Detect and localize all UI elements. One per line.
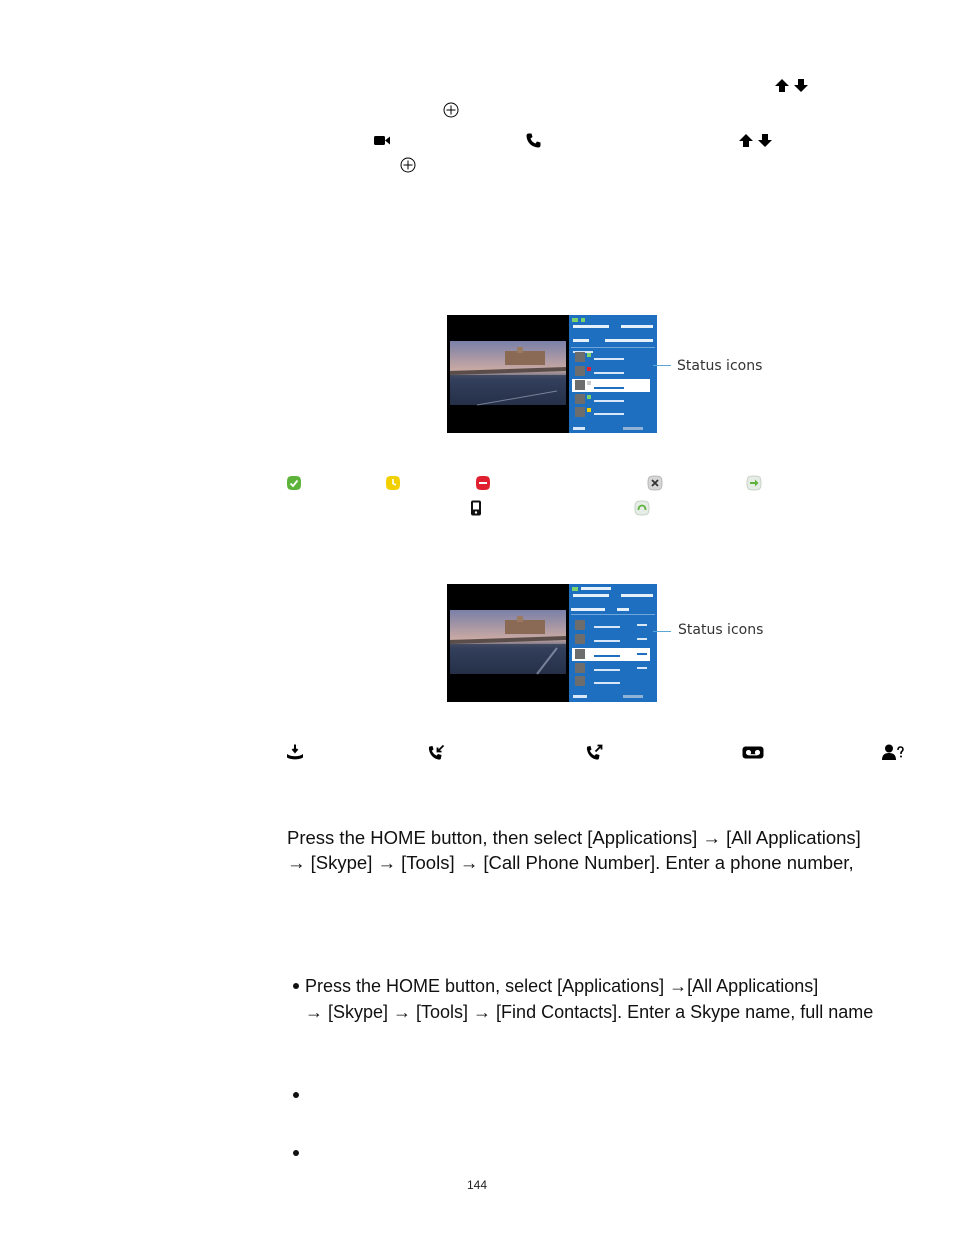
- skype-screenshot-history: [447, 584, 657, 702]
- up-down-arrows-icon: [739, 133, 772, 148]
- call-in-progress-icon: [286, 744, 304, 760]
- call-phone-line-2: → [Skype] → [Tools] → [Call Phone Number]. Enter a phone number,: [287, 852, 854, 873]
- away-status-icon: [385, 475, 401, 491]
- callout-line: [653, 365, 671, 366]
- video-call-icon: [374, 135, 390, 146]
- offline-status-icon: [647, 475, 663, 491]
- call-forwarding-status-icon: [746, 475, 762, 491]
- status-icons-callout: Status icons: [677, 358, 763, 374]
- skype-screenshot-contacts: [447, 315, 657, 433]
- enter-button-icon: [400, 157, 416, 173]
- find-contacts-line-2: → [Skype] → [Tools] → [Find Contacts]. Enter a Skype name, full name: [305, 1002, 874, 1022]
- contact-request-icon: [882, 744, 906, 760]
- incoming-call-icon: [428, 744, 445, 761]
- bullet: [293, 1092, 299, 1098]
- call-phone-line-1: Press the HOME button, then select [Applications] → [All Applications]: [287, 827, 861, 848]
- online-status-icon: [286, 475, 302, 491]
- status-icons-callout: Status icons: [678, 622, 764, 638]
- bullet: [293, 983, 299, 989]
- callout-line: [653, 631, 671, 632]
- find-contacts-line-1: Press the HOME button, select [Applications] →[All Applications]: [305, 976, 819, 996]
- up-down-arrows-icon: [775, 78, 808, 93]
- page-number: 144: [467, 1178, 488, 1192]
- do-not-disturb-status-icon: [475, 475, 491, 491]
- mobile-phone-icon: [470, 500, 482, 516]
- voicemail-icon: [742, 746, 764, 759]
- phone-call-icon: [526, 133, 541, 148]
- skypeout-status-icon: [634, 500, 650, 516]
- enter-button-icon: [443, 102, 459, 118]
- bullet: [293, 1150, 299, 1156]
- outgoing-call-icon: [586, 744, 603, 761]
